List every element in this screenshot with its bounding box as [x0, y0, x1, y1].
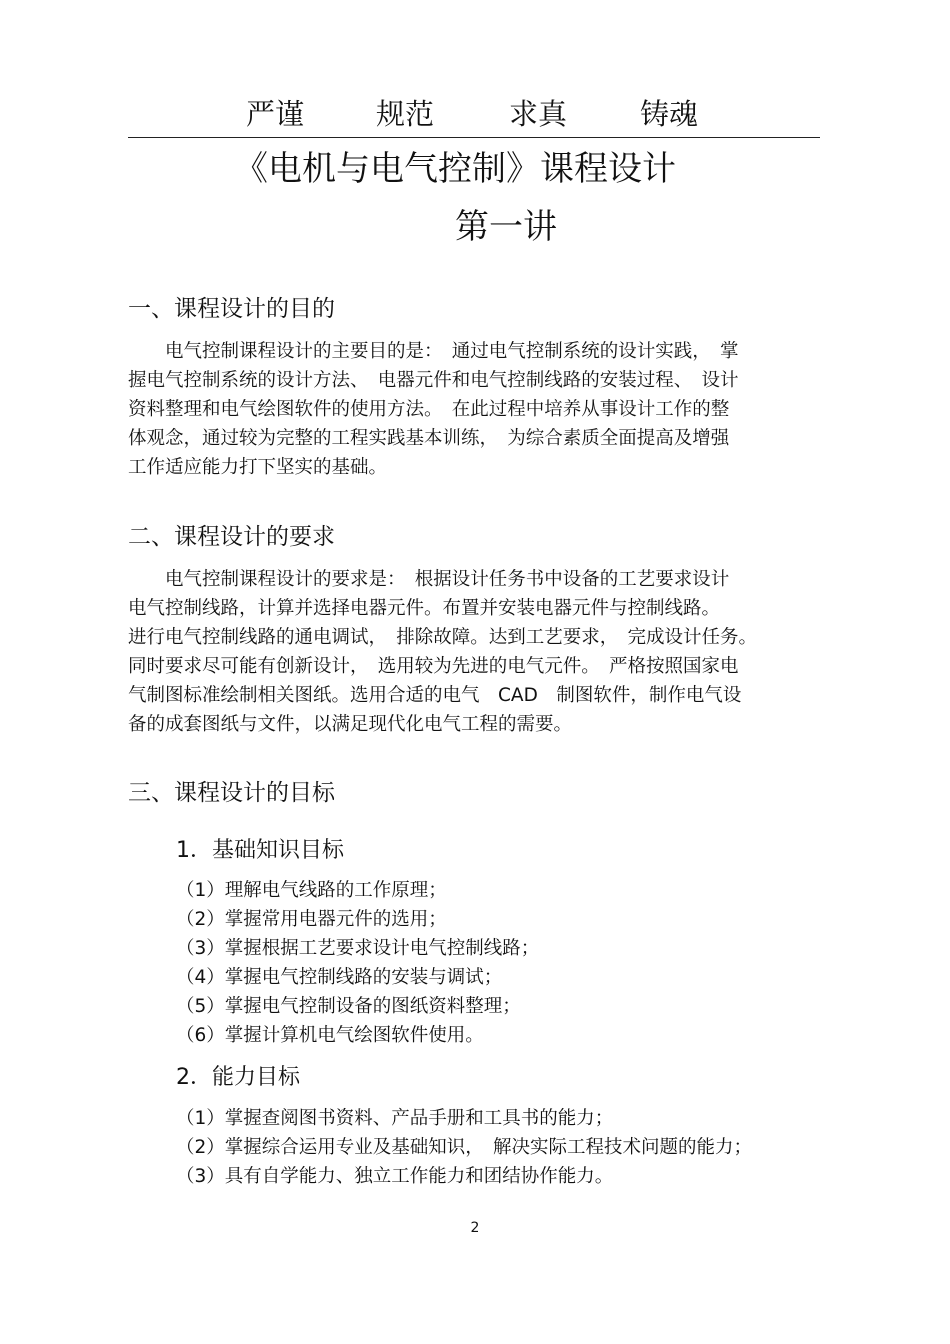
- list-item: （4）掌握电气控制线路的安装与调试；: [176, 967, 503, 988]
- paragraph-line: 电气控制课程设计的要求是： 根据设计任务书中设备的工艺要求设计: [128, 569, 730, 590]
- paragraph-line: 进行电气控制线路的通电调试， 排除故障。达到工艺要求， 完成设计任务。: [128, 627, 758, 648]
- section-heading: 二、课程设计的要求: [128, 524, 335, 550]
- motto-word: 铸魂: [640, 97, 699, 131]
- subsection-heading: 1．基础知识目标: [176, 838, 344, 863]
- paragraph-line: 备的成套图纸与文件，以满足现代化电气工程的需要。: [128, 714, 573, 735]
- list-item: （3）掌握根据工艺要求设计电气控制线路；: [176, 938, 540, 959]
- document-title: 《电机与电气控制》课程设计: [234, 149, 676, 189]
- paragraph-line: 电气控制课程设计的主要目的是： 通过电气控制系统的设计实践， 掌: [128, 341, 739, 362]
- objective-list: [176, 1104, 752, 1191]
- list-item: （3）具有自学能力、独立工作能力和团结协作能力。: [176, 1166, 614, 1187]
- motto-word: 求真: [509, 97, 568, 131]
- paragraph-line: 气制图标准绘制相关图纸。选用合适的电气 CAD 制图软件，制作电气设: [128, 685, 742, 706]
- section-paragraph: [128, 565, 822, 739]
- list-item: （6）掌握计算机电气绘图软件使用。: [176, 1025, 484, 1046]
- header-rule: [128, 137, 820, 138]
- motto-word: 严谨: [246, 97, 305, 131]
- paragraph-line: 握电气控制系统的设计方法、 电器元件和电气控制线路的安装过程、 设计: [128, 370, 739, 391]
- list-item: （1）理解电气线路的工作原理；: [176, 880, 447, 901]
- paragraph-line: 资料整理和电气绘图软件的使用方法。 在此过程中培养从事设计工作的整: [128, 399, 730, 420]
- paragraph-line: 体观念，通过较为完整的工程实践基本训练， 为综合素质全面提高及增强: [128, 428, 730, 449]
- lecture-subtitle: 第一讲: [455, 207, 557, 247]
- motto-header: [128, 92, 820, 136]
- page-number: 2: [470, 1220, 480, 1236]
- objective-list: [176, 876, 539, 1050]
- motto-word: 规范: [376, 97, 435, 131]
- subsection-heading: 2．能力目标: [176, 1065, 300, 1090]
- list-item: （1）掌握查阅图书资料、产品手册和工具书的能力；: [176, 1108, 614, 1129]
- section-heading: 三、课程设计的目标: [128, 780, 335, 806]
- list-item: （5）掌握电气控制设备的图纸资料整理；: [176, 996, 521, 1017]
- section-paragraph: [128, 337, 822, 482]
- list-item: （2）掌握综合运用专业及基础知识， 解决实际工程技术问题的能力；: [176, 1137, 753, 1158]
- paragraph-line: 电气控制线路，计算并选择电器元件。布置并安装电器元件与控制线路。: [128, 598, 721, 619]
- paragraph-line: 工作适应能力打下坚实的基础。: [128, 457, 388, 478]
- section-heading: 一、课程设计的目的: [128, 296, 335, 322]
- list-item: （2）掌握常用电器元件的选用；: [176, 909, 447, 930]
- paragraph-line: 同时要求尽可能有创新设计， 选用较为先进的电气元件。 严格按照国家电: [128, 656, 739, 677]
